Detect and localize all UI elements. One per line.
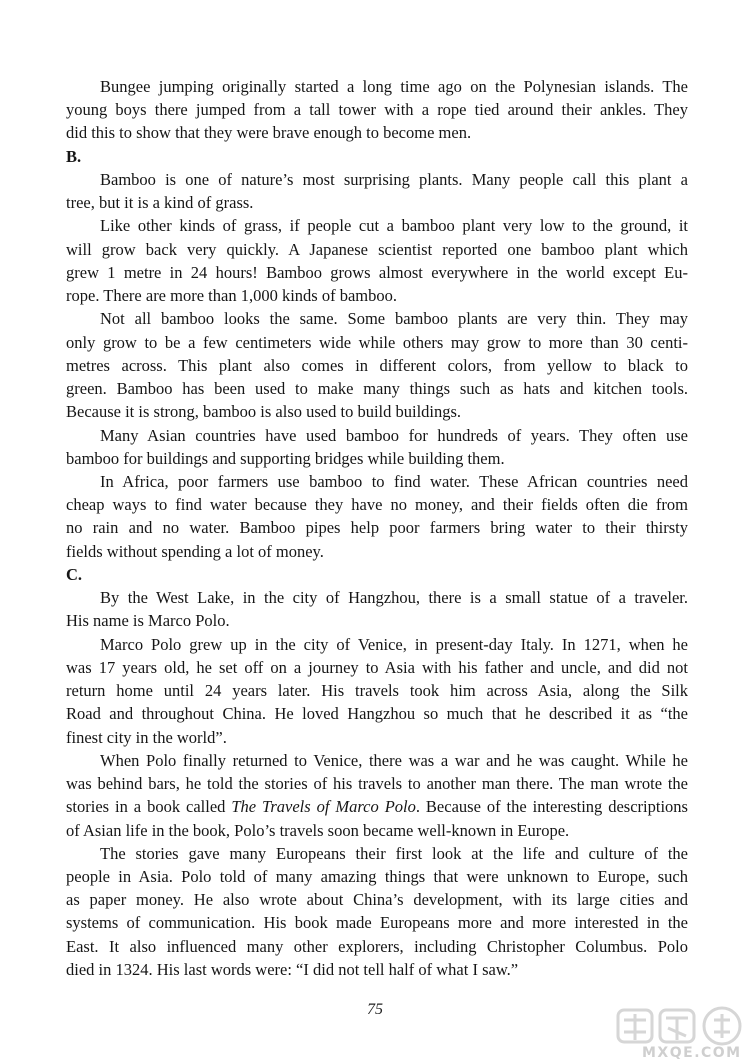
text-line: young boys there jumped from a tall tower with a rope tied around their ankles. They	[66, 100, 688, 120]
text-line: systems of communication. His book made Europeans more and more interested in the	[66, 913, 688, 933]
text-column	[66, 75, 688, 981]
text-line	[66, 795, 688, 818]
text-line: East. It also influenced many other explorers, including Christopher Columbus. Polo	[66, 936, 688, 956]
text-line: did this to show that they were brave enough to become men.	[66, 123, 472, 143]
text-line: rope. There are more than 1,000 kinds of bamboo.	[66, 286, 397, 306]
text-line: Because it is strong, bamboo is also used to build buildings.	[66, 402, 462, 422]
text-line: His name is Marco Polo.	[66, 611, 230, 631]
text-segment: . Because of the interesting descriptions	[415, 797, 688, 817]
text-line: grew 1 metre in 24 hours! Bamboo grows almost everywhere in the world except Eu-	[66, 262, 688, 282]
watermark-logo	[614, 1004, 746, 1048]
text-line: By the West Lake, in the city of Hangzhou, there is a small statue of a traveler.	[100, 588, 688, 608]
text-line: The stories gave many Europeans their first look at the life and culture of the	[100, 843, 688, 863]
text-line: bamboo for buildings and supporting bridges while building them.	[66, 448, 505, 468]
text-line: died in 1324. His last words were: “I did not tell half of what I saw.”	[66, 959, 519, 979]
watermark-site-text: MXQE.COM	[642, 1045, 742, 1061]
text-line: green. Bamboo has been used to make many things such as hats and kitchen tools.	[66, 379, 688, 399]
text-line: Like other kinds of grass, if people cut a bamboo plant very low to the ground, it	[100, 216, 688, 236]
text-line: will grow back very quickly. A Japanese scientist reported one bamboo plant which	[66, 239, 688, 259]
text-line: people in Asia. Polo told of many amazing things that were unknown to Europe, such	[66, 866, 688, 886]
text-line: of Asian life in the book, Polo’s travels soon became well-known in Europe.	[66, 820, 570, 840]
text-line: Marco Polo grew up in the city of Venice, in present-day Italy. In 1271, when he	[100, 634, 688, 654]
text-line: was behind bars, he told the stories of his travels to another man there. The man wrote the	[66, 774, 688, 794]
text-segment: stories in a book called	[66, 797, 232, 817]
text-line: Many Asian countries have used bamboo for hundreds of years. They often use	[100, 425, 688, 445]
text-line: Bungee jumping originally started a long time ago on the Polynesian islands. The	[100, 77, 688, 96]
text-line: no rain and no water. Bamboo pipes help poor farmers bring water to their thirsty	[66, 518, 688, 538]
text-line: as paper money. He also wrote about China’s development, with its large cities and	[66, 890, 688, 910]
section-heading-b: B.	[66, 146, 82, 166]
text-line: metres across. This plant also comes in different colors, from yellow to black to	[66, 355, 688, 375]
text-line: Road and throughout China. He loved Hangzhou so much that he described it as “the	[66, 704, 688, 724]
text-line: cheap ways to find water because they have no money, and their fields often die from	[66, 495, 688, 515]
section-heading-c: C.	[66, 564, 83, 584]
text-line: When Polo finally returned to Venice, there was a war and he was caught. While he	[100, 750, 688, 770]
page-number: 75	[367, 1001, 383, 1018]
text-line: In Africa, poor farmers use bamboo to find water. These African countries need	[100, 471, 688, 491]
text-line: Bamboo is one of nature’s most surprising plants. Many people call this plant a	[100, 169, 688, 189]
text-line: was 17 years old, he set off on a journey to Asia with his father and uncle, and did not	[66, 657, 688, 677]
text-line: fields without spending a lot of money.	[66, 541, 324, 561]
text-line: return home until 24 years later. His travels took him across Asia, along the Silk	[66, 681, 688, 701]
text-line: Not all bamboo looks the same. Some bamboo plants are very thin. They may	[100, 309, 688, 329]
book-title: The Travels of Marco Polo	[231, 797, 416, 817]
text-line: finest city in the world”.	[66, 727, 227, 747]
text-line: tree, but it is a kind of grass.	[66, 193, 254, 213]
text-line: only grow to be a few centimeters wide while others may grow to more than 30 centi-	[66, 332, 688, 352]
